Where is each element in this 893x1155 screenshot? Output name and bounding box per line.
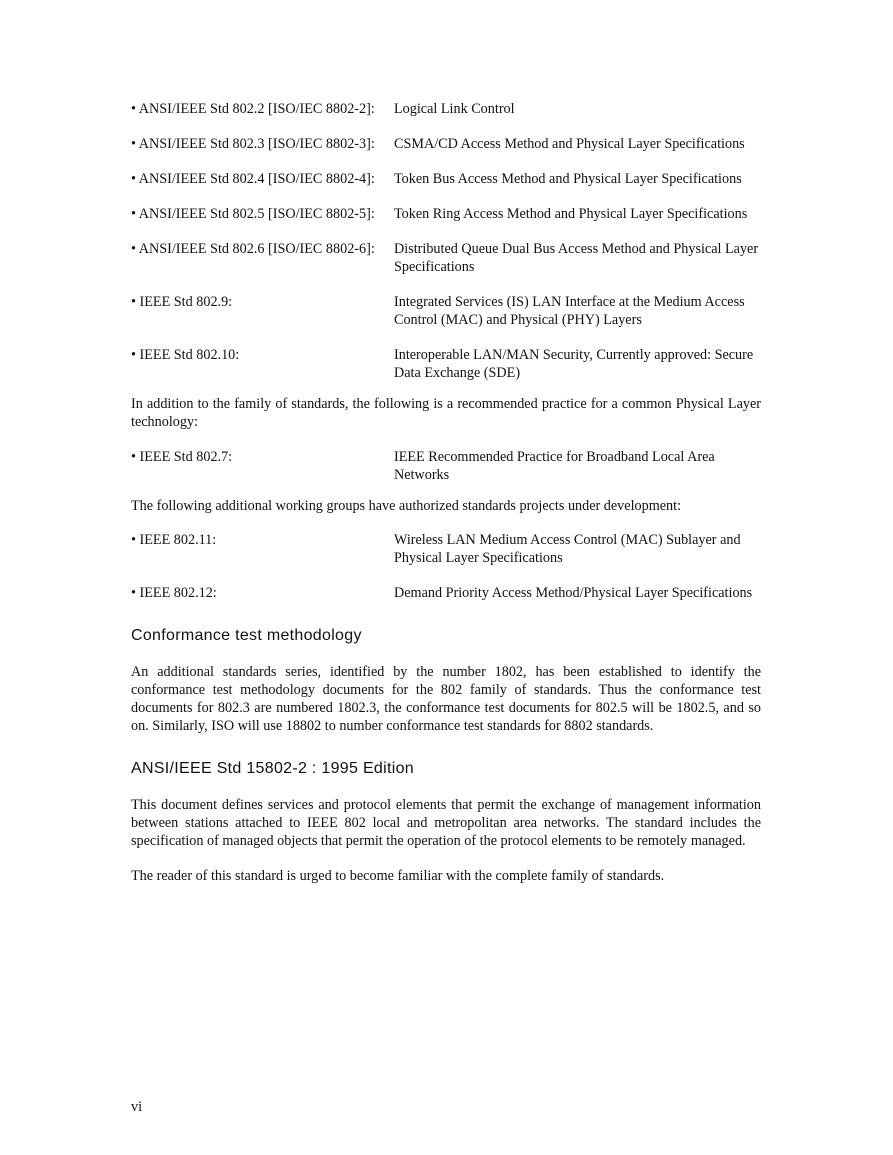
- recommended-practice-intro: In addition to the family of standards, the following is a recommended practice for a common Physical Layer technology:: [131, 396, 761, 430]
- standard-name: • IEEE 802.11:: [131, 532, 217, 548]
- standard-description: Logical Link Control: [394, 101, 515, 117]
- list-item: [131, 240, 761, 276]
- recommended-standards-list: [131, 448, 761, 484]
- list-item: [131, 293, 761, 329]
- additional-groups-intro: The following additional working groups have authorized standards projects under development:: [131, 498, 682, 514]
- standard-description: IEEE Recommended Practice for Broadband Local Area Networks: [394, 449, 715, 483]
- standard-description: Token Ring Access Method and Physical Layer Specifications: [394, 206, 748, 222]
- standard-description: Distributed Queue Dual Bus Access Method and Physical Layer Specifications: [394, 241, 759, 275]
- standard-description: Integrated Services (IS) LAN Interface at the Medium Access Control (MAC) and Physical (PHY) Layers: [394, 294, 745, 328]
- conformance-paragraph: An additional standards series, identified by the number 1802, has been established to identify the conformance test methodology documents for the 802 family of standards. Thus the conformance test documents for 802.3 are numbered 1802.3, the conformance test documents for 802.5 will be 1802.5, and so on. Similarly, ISO will use 18802 to number conformance test standards for 8802 standards.: [131, 664, 761, 734]
- conformance-heading: Conformance test methodology: [131, 627, 362, 644]
- standard-name: • ANSI/IEEE Std 802.5 [ISO/IEC 8802-5]:: [131, 206, 375, 222]
- standard-name: • IEEE Std 802.10:: [131, 347, 240, 363]
- standard-description: Wireless LAN Medium Access Control (MAC) Sublayer and Physical Layer Specifications: [394, 532, 741, 566]
- list-item: [131, 170, 761, 188]
- list-item: [131, 135, 761, 153]
- standard-name: • ANSI/IEEE Std 802.3 [ISO/IEC 8802-3]:: [131, 136, 375, 152]
- standard-name: • IEEE Std 802.9:: [131, 294, 233, 310]
- list-item: [131, 584, 761, 602]
- reader-note-paragraph: The reader of this standard is urged to become familiar with the complete family of standards.: [131, 868, 665, 884]
- primary-standards-list: [131, 100, 761, 382]
- standard-name: • IEEE Std 802.7:: [131, 449, 233, 465]
- standard-name: • IEEE 802.12:: [131, 585, 217, 601]
- page-number: vi: [131, 1099, 143, 1115]
- edition-heading: ANSI/IEEE Std 15802-2 : 1995 Edition: [131, 760, 414, 777]
- standard-description: Demand Priority Access Method/Physical Layer Specifications: [394, 585, 753, 601]
- standard-description: Interoperable LAN/MAN Security, Currently approved: Secure Data Exchange (SDE): [394, 347, 754, 381]
- standard-name: • ANSI/IEEE Std 802.6 [ISO/IEC 8802-6]:: [131, 241, 375, 257]
- edition-paragraph: This document defines services and protocol elements that permit the exchange of management information between stations attached to IEEE 802 local and metropolitan area networks. The standard includes the specification of managed objects that permit the operation of the protocol elements to be remotely managed.: [131, 797, 761, 849]
- standard-description: Token Bus Access Method and Physical Layer Specifications: [394, 171, 742, 187]
- list-item: [131, 205, 761, 223]
- list-item: [131, 531, 761, 567]
- list-item: [131, 448, 761, 484]
- additional-standards-list: [131, 531, 761, 602]
- list-item: [131, 346, 761, 382]
- document-page: [131, 100, 761, 902]
- standard-name: • ANSI/IEEE Std 802.4 [ISO/IEC 8802-4]:: [131, 171, 375, 187]
- standard-description: CSMA/CD Access Method and Physical Layer Specifications: [394, 136, 745, 152]
- list-item: [131, 100, 761, 118]
- standard-name: • ANSI/IEEE Std 802.2 [ISO/IEC 8802-2]:: [131, 101, 375, 117]
